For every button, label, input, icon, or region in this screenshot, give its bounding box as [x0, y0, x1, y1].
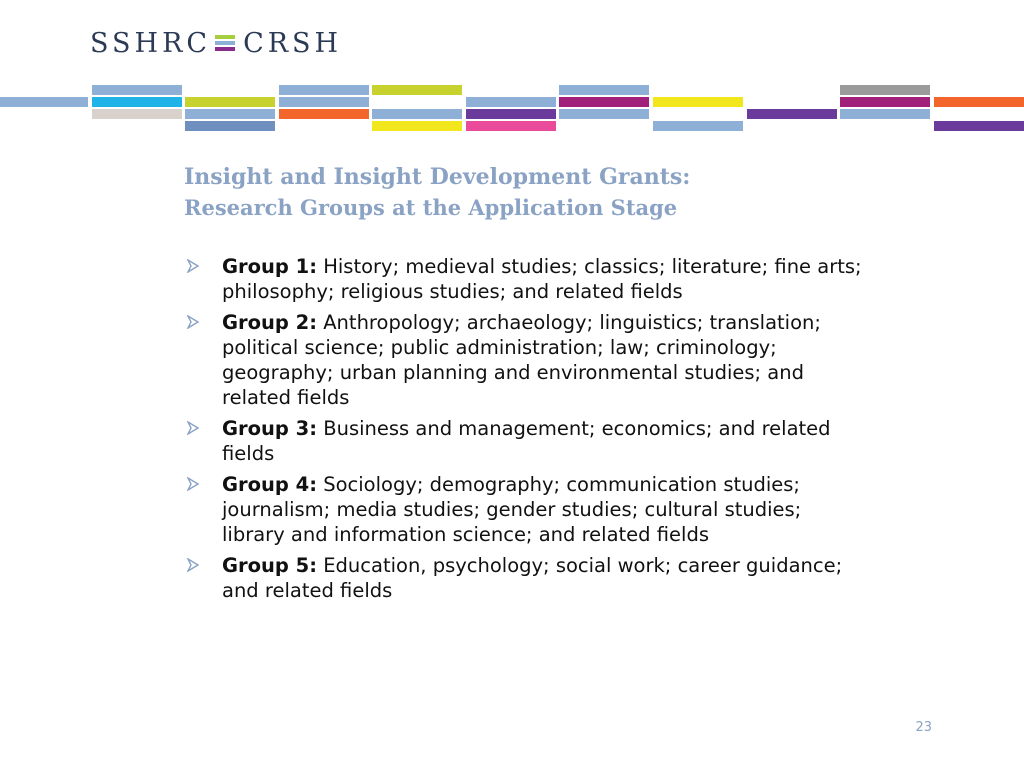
stripe-bar	[559, 109, 649, 119]
stripe-bar	[279, 85, 369, 95]
group-description: Sociology; demography; communication studies; journalism; media studies; gender studies; cultural studies; library and information science; and related fields	[222, 473, 802, 546]
decorative-color-stripes	[0, 0, 1024, 140]
stripe-bar	[559, 85, 649, 95]
stripe-bar	[372, 97, 462, 107]
stripe-bar	[279, 97, 369, 107]
stripe-bar	[653, 121, 743, 131]
list-item	[184, 472, 864, 547]
slide-title: Insight and Insight Development Grants:	[184, 164, 691, 190]
group-label: Group 2:	[222, 311, 318, 334]
group-label: Group 4:	[222, 473, 318, 496]
list-item	[184, 553, 864, 603]
stripe-bar	[372, 121, 462, 131]
stripe-bar	[466, 109, 556, 119]
research-groups-list	[184, 254, 864, 609]
stripe-bar	[0, 97, 88, 107]
page-number: 23	[915, 720, 932, 735]
group-description: History; medieval studies; classics; literature; fine arts; philosophy; religious studies; and related fields	[222, 255, 862, 303]
stripe-bar	[559, 97, 649, 107]
stripe-bar	[185, 121, 275, 131]
stripe-bar	[653, 97, 743, 107]
stripe-bar	[279, 109, 369, 119]
slide-subtitle: Research Groups at the Application Stage	[184, 195, 678, 220]
stripe-bar	[372, 109, 462, 119]
group-label: Group 5:	[222, 554, 318, 577]
stripe-bar	[185, 97, 275, 107]
group-description: Business and management; economics; and related fields	[222, 417, 831, 465]
stripe-bar	[934, 121, 1024, 131]
stripe-bar	[840, 85, 930, 95]
group-label: Group 1:	[222, 255, 318, 278]
group-description: Anthropology; archaeology; linguistics; translation; political science; public administration; law; criminology; geography; urban planning and environmental studies; and related fields	[222, 311, 821, 409]
stripe-bar	[840, 109, 930, 119]
stripe-bar	[934, 97, 1024, 107]
slide-title-block	[184, 162, 904, 224]
stripe-bar	[185, 109, 275, 119]
arrow-bullet-icon	[186, 558, 200, 572]
stripe-bar	[92, 109, 182, 119]
arrow-bullet-icon	[186, 477, 200, 491]
logo-text-sshrc: SSHRC	[90, 27, 212, 59]
stripe-bar	[466, 121, 556, 131]
group-label: Group 3:	[222, 417, 318, 440]
arrow-bullet-icon	[186, 421, 200, 435]
stripe-bar	[747, 109, 837, 119]
stripe-bar	[372, 85, 462, 95]
list-item	[184, 254, 864, 304]
stripe-bar	[466, 97, 556, 107]
group-description: Education, psychology; social work; career guidance; and related fields	[222, 554, 843, 602]
stripe-bar	[92, 97, 182, 107]
stripe-bar	[92, 85, 182, 95]
stripe-bar	[840, 97, 930, 107]
list-item	[184, 310, 864, 410]
list-item	[184, 416, 864, 466]
arrow-bullet-icon	[186, 315, 200, 329]
logo-text-crsh: CRSH	[243, 27, 343, 59]
arrow-bullet-icon	[186, 259, 200, 273]
